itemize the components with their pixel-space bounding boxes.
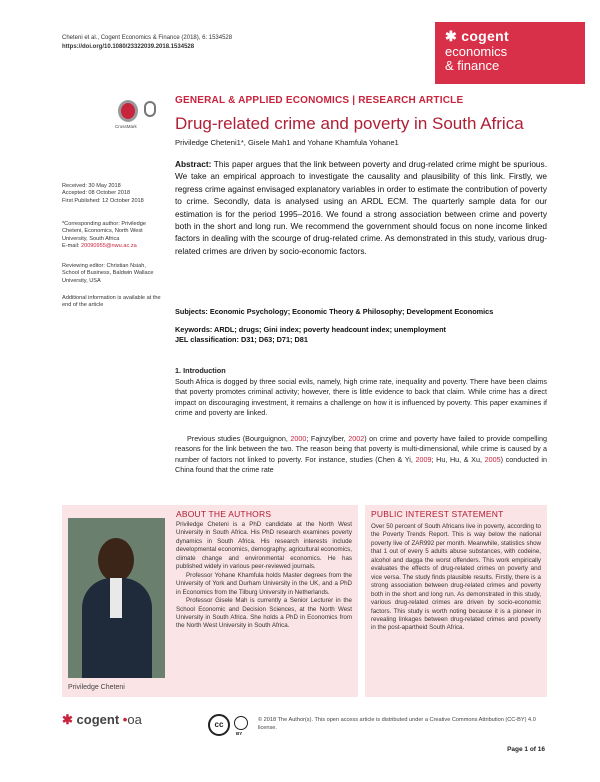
- author-photo: [68, 518, 165, 678]
- photo-caption: Priviledge Cheteni: [68, 684, 125, 691]
- cogent-oa-logo: ✱ cogent •oa: [62, 712, 142, 727]
- intro-paragraph-1: South Africa is dogged by three social evils, namely, high crime rate, inequality and poverty. There have been claims that poverty promotes criminal activity; however, there is little evidence to back that claim. While crime has a direct impact on discouraging investment, it remains a challenge on how it is influenced by poverty. This paper examines if crime and poverty are linked.: [175, 377, 547, 418]
- crossmark-label: CrossMark: [115, 124, 137, 129]
- keywords: Keywords: ARDL; drugs; Gini index; poverty headcount index; unemployment: [175, 325, 446, 334]
- section-heading: 1. Introduction: [175, 366, 226, 375]
- sidebar-corresponding: *Corresponding author: Priviledge Cheteni, Economics, North West University, South Africa E-mail: 20090955@nwu.ac.za: [62, 221, 146, 250]
- ref-link[interactable]: 2000: [290, 434, 307, 443]
- page-number: Page 1 of 16: [507, 746, 545, 753]
- article-authors: Priviledge Cheteni1*, Gisele Mah1 and Yohane Khamfula Yohane1: [175, 138, 399, 147]
- ref-link[interactable]: 2002: [348, 434, 365, 443]
- ref-link[interactable]: 2005: [484, 454, 501, 464]
- sidebar-dates: Received: 30 May 2018 Accepted: 08 October 2018 First Published: 12 October 2018: [62, 183, 144, 204]
- article-kicker: GENERAL & APPLIED ECONOMICS | RESEARCH ARTICLE: [175, 95, 464, 106]
- cogent-mark-icon: ✱: [62, 712, 73, 727]
- abstract: Abstract: This paper argues that the link between poverty and drug-related crime might be spurious. We take an empirical approach to investigate the causality and plausibility of this link. Firstly, we regress crime against envisaged explanatory variables in order to estimate the contribution of poverty to crime. Secondly, data is analysed using an ARDL ECM. The quarterly sample data for our estimation is for the period 1995–2016. We found a strong association between crime and poverty both in the short and long run. We recommend the government should focus on none income linked factors in dealing with the scourge of drug-related crime. As demonstrated in this study, various drug-related crimes are driven by socio-economic factors.: [175, 159, 547, 256]
- header-doi[interactable]: https://doi.org/10.1080/23322039.2018.1534528: [62, 44, 195, 50]
- sidebar-reviewer: Reviewing editor: Christian Nsiah, School of Business, Baldwin Wallace University, USA: [62, 263, 154, 284]
- article-title: Drug-related crime and poverty in South Africa: [175, 114, 524, 133]
- crossmark-icon[interactable]: [118, 100, 138, 122]
- cc-license-icon[interactable]: cc: [208, 714, 230, 736]
- intro-paragraph-2: Previous studies (Bourguignon, 2000; Fajnzylber, 2002) on crime and poverty have failed to provide compelling reasons for the link between the two. The reason being that poverty is multi-dimensional, while crime is caused by a number of factors not linked to poverty. For instance, studies (Chen & Yi, 2009; Hu, Hu, & Xu, 2005) conducted in China found that the crime rate: [175, 434, 548, 475]
- ref-link[interactable]: 2009: [415, 454, 432, 464]
- sidebar-additional: Additional information is available at the end of the article: [62, 295, 161, 309]
- journal-brand: ✱ cogent economics & finance: [435, 22, 585, 84]
- open-access-icon: [144, 101, 156, 117]
- pis-heading: PUBLIC INTEREST STATEMENT: [371, 509, 504, 519]
- about-text: Priviledge Cheteni is a PhD candidate at the North West University in South Africa. His PhD research examines poverty dynamics in South Africa. His research interests include developmental economics, demography, agricultural economics, climate change and environmental economics. He has published widely in various peer-reviewed journals. Professor Yohane Khamfula holds Master degrees from the University of York and Durham University in the UK, and a PhD in Economics from the Tilburg University in Netherlands. Professor Gisele Mah is currently a Senior Lecturer in the School Economic and Decision Sciences, at the North West University in South Africa. She holds a PhD in Economics from the North West University in South Africa.: [176, 521, 352, 630]
- cogent-mark-icon: ✱: [445, 28, 458, 44]
- header-citation: Cheteni et al., Cogent Economics & Finance (2018), 6: 1534528: [62, 35, 233, 41]
- subjects: Subjects: Economic Psychology; Economic Theory & Philosophy; Development Economics: [175, 307, 494, 316]
- about-heading: ABOUT THE AUTHORS: [176, 509, 272, 519]
- public-interest-box: [365, 505, 547, 697]
- jel-classification: JEL classification: D31; D63; D71; D81: [175, 335, 308, 344]
- pis-text: Over 50 percent of South Africans live in poverty, according to the Poverty Trends Report. This is way below the national poverty live of ZAR992 per month. Meanwhile, statistics show that 1 out of every 5 adults abuse substances, with codeine, alcohol and dagga the worst offenders. This work empirically evaluates the effects of drug-related crimes on poverty and vice versa. The study finds plausible results. Firstly, there is a strong association between drug-related crimes and poverty both in the short and long run. As demonstrated in this study, various drug-related crimes are driven by socio-economic factors. This study is worth noting because it is a pioneer in revealing linkages between drug-related crimes and poverty in the post-apartheid South Africa.: [371, 523, 541, 632]
- person-icon: [234, 716, 248, 730]
- by-label: BY: [236, 731, 243, 736]
- license-text: © 2018 The Author(s). This open access article is distributed under a Creative Commons Attribution (CC-BY) 4.0 license.: [258, 717, 536, 731]
- email-link[interactable]: 20090955@nwu.ac.za: [80, 243, 137, 250]
